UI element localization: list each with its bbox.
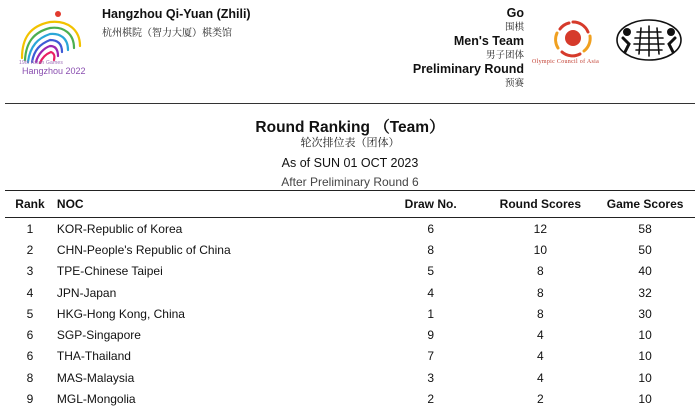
go-pictogram-icon (615, 18, 683, 62)
cell-rank: 8 (26, 370, 34, 385)
cell-noc: JPN-Japan (56, 285, 117, 300)
cell-round-scores: 8 (537, 264, 544, 279)
table-row (5, 218, 695, 240)
cell-draw-no: 2 (427, 392, 434, 407)
cell-rank: 6 (26, 349, 34, 364)
cell-game-scores: 10 (638, 370, 652, 385)
cell-round-scores: 4 (537, 349, 544, 364)
phase-name: Preliminary Round (412, 62, 524, 76)
table-row (5, 346, 695, 367)
cell-draw-no: 3 (427, 370, 434, 385)
cell-round-scores: 8 (537, 306, 544, 321)
table-row (5, 324, 695, 345)
cell-game-scores: 58 (638, 221, 652, 236)
cell-noc: SGP-Singapore (56, 328, 141, 343)
as-of-date: As of SUN 01 OCT 2023 (281, 156, 419, 170)
after-round: After Preliminary Round 6 (281, 175, 419, 189)
table-row (5, 303, 695, 324)
cell-game-scores: 10 (638, 392, 652, 407)
table-header-row (5, 191, 695, 218)
cell-rank: 1 (26, 221, 34, 236)
table-row (5, 367, 695, 388)
cell-noc: TPE-Chinese Taipei (56, 264, 163, 279)
cell-game-scores: 10 (638, 328, 652, 343)
cell-rank: 5 (26, 306, 34, 321)
games-logo-line2: Hangzhou 2022 (22, 66, 86, 76)
cell-noc: KOR-Republic of Korea (56, 221, 183, 236)
cell-draw-no: 4 (427, 285, 434, 300)
header-divider (5, 103, 695, 104)
sport-name-cn: 围棋 (504, 22, 524, 33)
cell-draw-no: 5 (427, 264, 434, 279)
cell-game-scores: 32 (638, 285, 652, 300)
cell-noc: MGL-Mongolia (56, 392, 136, 407)
cell-round-scores: 4 (537, 370, 544, 385)
event-name: Men's Team (453, 34, 524, 48)
cell-rank: 9 (26, 392, 34, 407)
ranking-table (5, 190, 695, 410)
report-title-cn: 轮次排位表（团体） (300, 137, 400, 149)
phase-name-cn: 预赛 (504, 78, 524, 89)
header-round-scores: Round Scores (499, 197, 582, 211)
table-row (5, 388, 695, 409)
venue-name: Hangzhou Qi-Yuan (Zhili) (102, 7, 251, 21)
cell-round-scores: 10 (533, 242, 548, 257)
table-row (5, 282, 695, 303)
cell-draw-no: 1 (427, 306, 434, 321)
games-logo-line1: 19th Asian Games (19, 60, 64, 66)
header-rank: Rank (15, 197, 45, 211)
cell-draw-no: 8 (427, 242, 434, 257)
cell-round-scores: 8 (537, 285, 544, 300)
header-game-scores: Game Scores (606, 197, 684, 211)
oca-caption: Olympic Council of Asia (532, 59, 600, 65)
cell-draw-no: 9 (427, 328, 434, 343)
header-noc: NOC (56, 197, 84, 211)
cell-noc: HKG-Hong Kong, China (56, 306, 185, 321)
report-title: Round Ranking （Team） (255, 119, 445, 136)
cell-rank: 2 (26, 242, 34, 257)
oca-emblem (548, 18, 598, 58)
event-info (294, 6, 524, 90)
cell-round-scores: 12 (533, 221, 548, 236)
cell-game-scores: 40 (638, 264, 652, 279)
table-row (5, 239, 695, 260)
cell-game-scores: 50 (638, 242, 652, 257)
cell-draw-no: 6 (427, 221, 434, 236)
report-header (0, 0, 700, 104)
cell-round-scores: 4 (537, 328, 544, 343)
cell-noc: MAS-Malaysia (56, 370, 135, 385)
venue-name-cn: 杭州棋院（智力大厦）棋类馆 (102, 28, 232, 39)
cell-noc: THA-Thailand (56, 349, 131, 364)
cell-round-scores: 2 (537, 392, 544, 407)
header-draw-no: Draw No. (404, 197, 457, 211)
cell-rank: 6 (26, 328, 34, 343)
sport-name: Go (506, 6, 524, 20)
cell-game-scores: 10 (638, 349, 652, 364)
cell-rank: 4 (26, 285, 34, 300)
cell-draw-no: 7 (427, 349, 434, 364)
table-row (5, 261, 695, 282)
cell-rank: 3 (26, 264, 34, 279)
cell-game-scores: 30 (638, 306, 652, 321)
event-name-cn: 男子团体 (485, 50, 524, 61)
cell-noc: CHN-People's Republic of China (56, 242, 231, 257)
